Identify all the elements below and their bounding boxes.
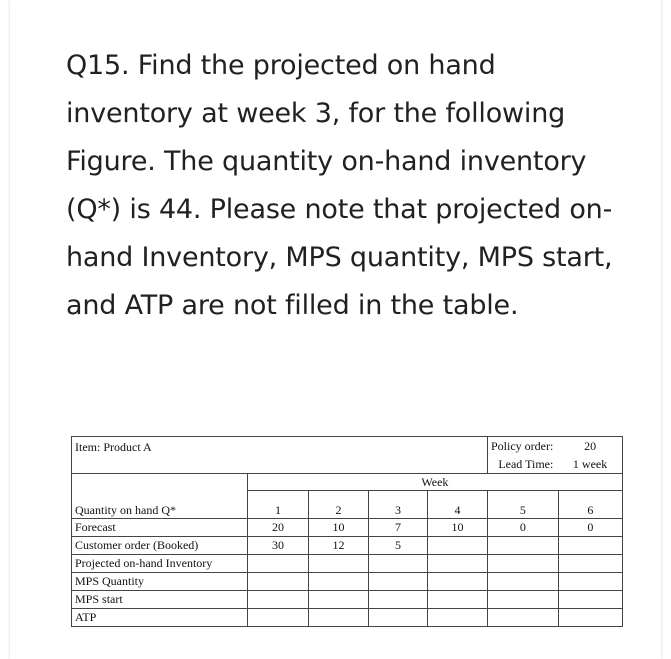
- table-cell: [248, 609, 309, 627]
- table-cell: [488, 591, 559, 609]
- row-label: Forecast: [72, 519, 248, 537]
- table-cell: [558, 555, 622, 573]
- table-cell: [369, 591, 428, 609]
- table-row: [72, 609, 623, 627]
- table-cell: 5: [369, 537, 428, 555]
- table-cell: [248, 573, 309, 591]
- table-cell: [309, 591, 369, 609]
- table-cell: [428, 609, 488, 627]
- table-cell: 5: [488, 491, 559, 519]
- row-label: Customer order (Booked): [72, 537, 248, 555]
- table-cell: [428, 591, 488, 609]
- table-row: [72, 573, 623, 591]
- table-cell: [428, 573, 488, 591]
- table-cell: 2: [309, 491, 369, 519]
- table-row: [72, 591, 623, 609]
- table-cell: [428, 555, 488, 573]
- header-row: [72, 437, 623, 474]
- table-cell: 12: [309, 537, 369, 555]
- table-cell: 20: [248, 519, 309, 537]
- policy-values: [558, 437, 622, 474]
- policy-order-label: Policy order:: [491, 439, 554, 453]
- table-cell: [558, 537, 622, 555]
- week-row: [72, 474, 623, 491]
- table-cell: [428, 537, 488, 555]
- table-cell: [369, 573, 428, 591]
- table-cell: 10: [309, 519, 369, 537]
- lead-time-label: Lead Time:: [498, 457, 554, 471]
- row-label: Projected on-hand Inventory: [72, 555, 248, 573]
- table-cell: [488, 573, 559, 591]
- table-cell: [488, 609, 559, 627]
- row-label: Quantity on hand Q*: [72, 491, 248, 519]
- table-cell: [248, 591, 309, 609]
- table-cell: 0: [488, 519, 559, 537]
- table-cell: [558, 591, 622, 609]
- table-cell: [369, 609, 428, 627]
- policy-labels: [488, 437, 559, 474]
- week-row-blank: [72, 474, 248, 491]
- table-cell: [309, 555, 369, 573]
- table-cell: 3: [369, 491, 428, 519]
- row-label: MPS start: [72, 591, 248, 609]
- table-cell: [488, 555, 559, 573]
- question-text: Q15. Find the projected on hand inventory at week 3, for the following Figure. The quantity on-hand inventory (Q*) is 44. Please note that projected on-hand Inventory, MPS quantity, MPS start, and ATP are not filled in the table.: [66, 50, 613, 321]
- table-cell: [369, 555, 428, 573]
- item-label: Item: Product A: [72, 437, 488, 474]
- table-cell: [309, 573, 369, 591]
- table-cell: [248, 555, 309, 573]
- table-row: [72, 519, 623, 537]
- table-cell: 6: [558, 491, 622, 519]
- table-row: [72, 537, 623, 555]
- table-cell: [558, 573, 622, 591]
- week-label: Week: [248, 474, 623, 491]
- row-label: MPS Quantity: [72, 573, 248, 591]
- policy-order-value: 20: [584, 439, 597, 453]
- lead-time-value: 1 week: [572, 457, 608, 471]
- table-cell: [309, 609, 369, 627]
- table-cell: [488, 537, 559, 555]
- table-cell: 7: [369, 519, 428, 537]
- table-row: [72, 555, 623, 573]
- table-cell: 10: [428, 519, 488, 537]
- table-cell: [558, 609, 622, 627]
- table-cell: 4: [428, 491, 488, 519]
- table-cell: 30: [248, 537, 309, 555]
- table-cell: 0: [558, 519, 622, 537]
- mps-table: [71, 436, 623, 627]
- table-cell: 1: [248, 491, 309, 519]
- row-label: ATP: [72, 609, 248, 627]
- table-row: [72, 491, 623, 519]
